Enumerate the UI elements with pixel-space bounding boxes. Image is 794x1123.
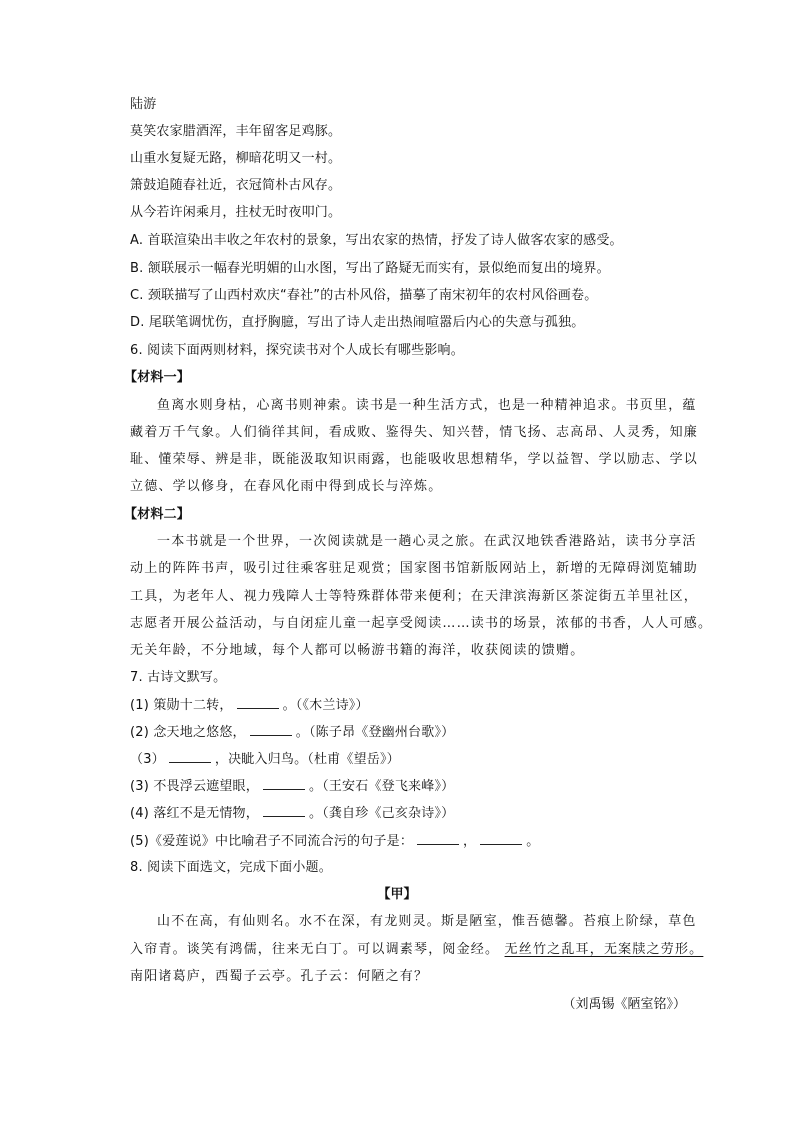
- material-2-line: 工具，为老年人、视力残障人士等特殊群体带来便利；在天津滨海新区茶淀街五羊里社区，: [130, 589, 699, 604]
- recitation-item: (4) 落红不是无情物， 。（龚自珍《己亥杂诗》）: [130, 806, 455, 821]
- option-b: B. 颔联展示一幅春光明媚的山水图，写出了路疑无而实有，景似绝而复出的境界。: [130, 261, 610, 276]
- answer-blank[interactable]: [169, 750, 211, 763]
- poem-line: 从今若许闲乘月，拄杖无时夜叩门。: [130, 205, 342, 220]
- underlined-sentence: 无丝竹之乱耳，无案牍之劳形。: [504, 942, 704, 957]
- question-8-prompt: 8. 阅读下面选文，完成下面小题。: [130, 860, 332, 875]
- question-6-prompt: 6. 阅读下面两则材料，探究读书对个人成长有哪些影响。: [130, 343, 464, 358]
- answer-blank[interactable]: [263, 804, 305, 817]
- material-1-label: 【材料一】: [124, 370, 191, 385]
- answer-blank[interactable]: [263, 777, 305, 790]
- recitation-item: (5)《爱莲说》中比喻君子不同流合污的句子是： ， 。: [130, 834, 540, 849]
- section-title-jia: 【甲】: [377, 887, 417, 902]
- option-a: A. 首联渲染出丰收之年农村的景象，写出农家的热情，抒发了诗人做客农家的感受。: [130, 233, 623, 248]
- answer-blank[interactable]: [417, 832, 459, 845]
- recitation-item: （3） ，决眦入归鸟。（杜甫《望岳》）: [130, 752, 400, 767]
- answer-blank[interactable]: [250, 723, 292, 736]
- question-7-prompt: 7. 古诗文默写。: [130, 670, 227, 685]
- material-1-line: 耻、懂荣辱、辨是非，既能汲取知识雨露，也能吸收思想精华，学以益智、学以励志、学以: [130, 452, 699, 467]
- recitation-item: (1) 策勋十二转， 。（《木兰诗》）: [130, 698, 369, 713]
- material-2-line: 无关年龄，不分地域，每个人都可以畅游书籍的海洋，收获阅读的馈赠。: [130, 643, 585, 658]
- material-1-line: 立德、学以修身，在春风化雨中得到成长与淬炼。: [130, 479, 443, 494]
- poem-author: 陆游: [130, 97, 157, 112]
- option-c: C. 颈联描写了山西村欢庆“春社”的古朴风俗，描摹了南宋初年的农村风俗画卷。: [130, 288, 598, 303]
- passage-line: 南阳诸葛庐，西蜀子云亭。孔子云：何陋之有？: [130, 969, 429, 984]
- material-1-line: 鱼离水则身枯，心离书则神索。读书是一种生活方式，也是一种精神追求。书页里，蕴: [157, 398, 697, 413]
- passage-line: 山不在高，有仙则名。水不在深，有龙则灵。斯是陋室，惟吾德馨。苔痕上阶绿，草色: [157, 914, 697, 929]
- poem-line: 莫笑农家腊酒浑，丰年留客足鸡豚。: [130, 124, 342, 139]
- recitation-item: (2) 念天地之悠悠， 。（陈子昂《登幽州台歌》）: [130, 725, 455, 740]
- material-1-line: 藏着万千气象。人们徜徉其间，看成败、鉴得失、知兴替，情飞扬、志高昂、人灵秀，知廉: [130, 425, 699, 440]
- material-2-label: 【材料二】: [124, 507, 191, 522]
- answer-blank[interactable]: [237, 696, 279, 709]
- passage-source: （刘禹锡《陋室铭》）: [562, 997, 686, 1012]
- material-2-line: 一本书就是一个世界，一次阅读就是一趟心灵之旅。在武汉地铁香港路站，读书分享活: [157, 534, 697, 549]
- material-2-line: 志愿者开展公益活动，与自闭症儿童一起享受阅读……读书的场景，浓郁的书香，人人可感。: [130, 616, 713, 631]
- material-2-line: 动上的阵阵书声，吸引过往乘客驻足观赏；国家图书馆新版网站上，新增的无障碍浏览辅助: [130, 561, 699, 576]
- option-d: D. 尾联笔调忧伤，直抒胸臆，写出了诗人走出热闹喧嚣后内心的失意与孤独。: [130, 315, 585, 330]
- passage-line: 入帘青。谈笑有鸿儒，往来无白丁。可以调素琴，阅金经。 无丝竹之乱耳，无案牍之劳形。: [130, 942, 704, 957]
- poem-line: 箫鼓追随春社近，衣冠简朴古风存。: [130, 178, 342, 193]
- recitation-item: (3) 不畏浮云遮望眼， 。（王安石《登飞来峰》）: [130, 779, 455, 794]
- poem-line: 山重水复疑无路，柳暗花明又一村。: [130, 151, 342, 166]
- answer-blank[interactable]: [480, 832, 522, 845]
